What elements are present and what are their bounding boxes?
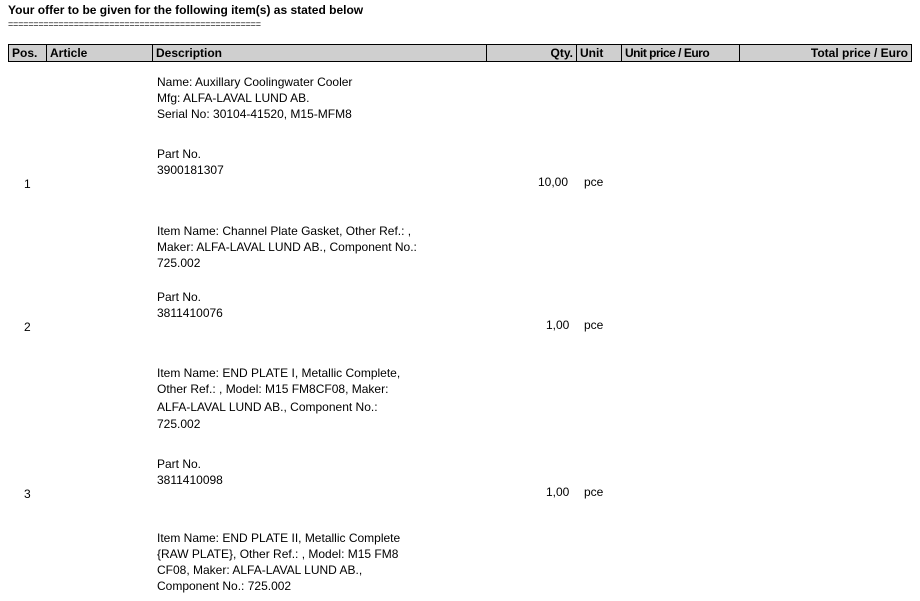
item-description-line: Item Name: Channel Plate Gasket, Other Ref.: , [157, 224, 412, 238]
item-description-line: Other Ref.: , Model: M15 FM8CF08, Maker: [157, 382, 389, 396]
intro-line: Serial No: 30104-41520, M15-MFM8 [157, 107, 352, 121]
heading-underline: ================================================== [8, 19, 261, 29]
part-no-label: Part No. [157, 290, 202, 304]
item-unit: pce [584, 318, 604, 332]
item-qty: 10,00 [538, 175, 569, 189]
intro-line: Name: Auxillary Coolingwater Cooler [157, 75, 353, 89]
column-header-qty: Qty. [487, 45, 577, 61]
item-description-line: Component No.: 725.002 [157, 579, 292, 593]
item-pos: 1 [24, 177, 31, 191]
item-pos: 2 [24, 320, 31, 334]
part-no: 3811410076 [157, 306, 223, 320]
item-qty: 1,00 [546, 318, 570, 332]
column-header-description: Description [153, 45, 487, 61]
item-description-line: ALFA-LAVAL LUND AB., Component No.: [157, 400, 378, 414]
item-pos: 3 [24, 487, 31, 501]
part-no: 3900181307 [157, 163, 224, 177]
column-header-pos: Pos. [9, 45, 47, 61]
item-description-line: CF08, Maker: ALFA-LAVAL LUND AB., [157, 563, 363, 577]
item-description-line: {RAW PLATE}, Other Ref.: , Model: M15 FM8 [157, 547, 399, 561]
column-header-total-price: Total price / Euro [810, 46, 908, 60]
part-no-label: Part No. [157, 147, 202, 161]
item-description-line: Maker: ALFA-LAVAL LUND AB., Component No.: [157, 240, 417, 254]
column-header-unit: Unit [577, 45, 622, 61]
part-no: 3811410098 [157, 473, 223, 487]
item-qty: 1,00 [546, 485, 570, 499]
column-header-article: Article [47, 45, 153, 61]
part-no-label: Part No. [157, 457, 202, 471]
intro-line: Mfg: ALFA-LAVAL LUND AB. [157, 91, 310, 105]
item-description-line: Item Name: END PLATE I, Metallic Complete, [157, 366, 401, 380]
item-description-line: 725.002 [157, 417, 201, 431]
item-unit: pce [584, 175, 604, 189]
page-heading: Your offer to be given for the following item(s) as stated below [8, 3, 364, 17]
item-description-line: 725.002 [157, 256, 201, 270]
table-header [8, 44, 912, 62]
item-unit: pce [584, 485, 604, 499]
column-header-unit-price: Unit price / Euro [622, 45, 740, 61]
item-description-line: Item Name: END PLATE II, Metallic Complete [157, 531, 401, 545]
